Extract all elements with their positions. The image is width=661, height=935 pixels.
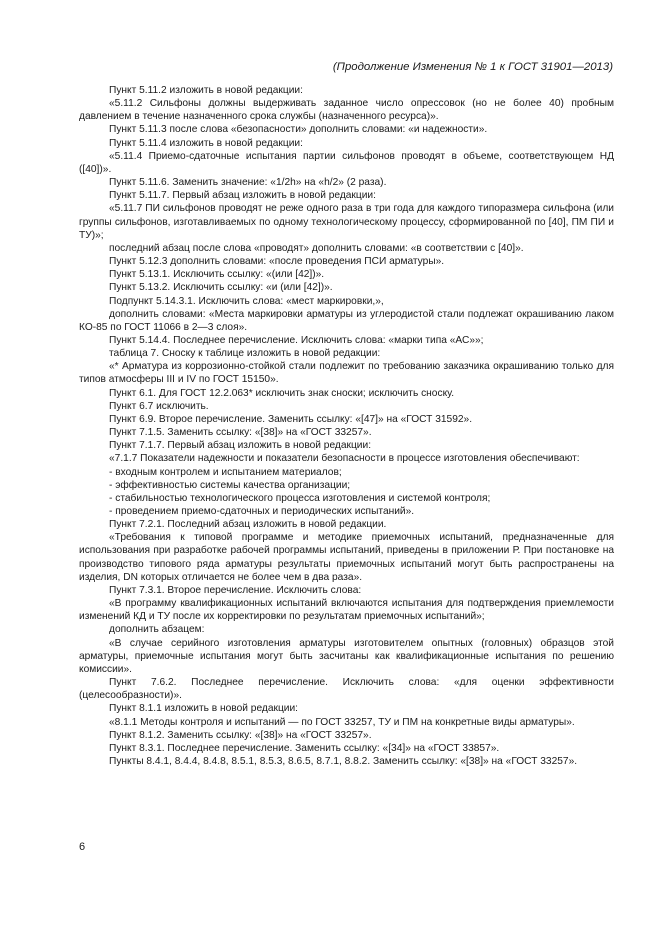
paragraph: Подпункт 5.14.3.1. Исключить слова: «мест маркировки,», xyxy=(109,295,384,307)
paragraph: дополнить абзацем: xyxy=(109,624,205,636)
paragraph: «В программу квалификационных испытаний включаются испытания для подтверждения приемлемости изменений КД и ТУ после их корректировки по результатам приемочных испытаний»; xyxy=(79,598,614,623)
paragraph: дополнить словами: «Места маркировки арматуры из углеродистой стали подлежат окрашиванию лаком КО-85 по ГОСТ 11066 в 2—3 слоя». xyxy=(79,308,614,333)
list-item: - проведением приемо-сдаточных и периодических испытаний». xyxy=(109,506,415,517)
paragraph: последний абзац после слова «проводят» дополнить словами: «в соответствии с [40]». xyxy=(109,242,524,254)
paragraph: Пункт 7.1.7. Первый абзац изложить в новой редакции: xyxy=(109,440,372,452)
paragraph: Пункт 7.1.5. Заменить ссылку: «[38]» на «ГОСТ 33257». xyxy=(109,427,372,439)
paragraph: Пункт 5.11.7. Первый абзац изложить в новой редакции: xyxy=(109,190,376,202)
paragraph: Пункт 5.12.3 дополнить словами: «после проведения ПСИ арматуры». xyxy=(109,256,445,268)
paragraph: Пункт 6.1. Для ГОСТ 12.2.063* исключить знак сноски; исключить сноску. xyxy=(109,387,455,399)
paragraph: «Требования к типовой программе и методике приемочных испытаний, предназначенные для использования при разработке рабочей программы испытаний, приведены в приложении Р. При постановке на производство типового ряда арматуры результаты приемочных испытаний могут быть распространены на изделия, DN которых отличается не более чем в два раза». xyxy=(79,532,614,583)
paragraph: Пункт 5.13.1. Исключить ссылку: «(или [42])». xyxy=(109,269,325,281)
paragraph: Пункт 7.3.1. Второе перечисление. Исключить слова: xyxy=(109,584,362,596)
paragraph: «5.11.2 Сильфоны должны выдерживать заданное число опрессовок (но не более 40) пробным давлением в течение назначенного срока службы (назначенного ресурса)». xyxy=(79,98,614,123)
page-number: 6 xyxy=(79,841,86,853)
list-item: - входным контролем и испытанием материалов; xyxy=(109,466,342,478)
paragraph: «5.11.4 Приемо-сдаточные испытания партии сильфонов проводят в объеме, соответствующем НД ([40])». xyxy=(79,150,614,175)
list-item: - стабильностью технологического процесса изготовления и системой контроля; xyxy=(109,492,491,504)
paragraph: Пункт 8.1.1 изложить в новой редакции: xyxy=(109,703,299,715)
paragraph: Пункты 8.4.1, 8.4.4, 8.4.8, 8.5.1, 8.5.3, 8.6.5, 8.7.1, 8.8.2. Заменить ссылку: «[38]» на «ГОСТ 33257». xyxy=(109,755,578,767)
page-header: (Продолжение Изменения № 1 к ГОСТ 31901—2013) xyxy=(332,61,613,73)
paragraph: «7.1.7 Показатели надежности и показатели безопасности в процессе изготовления обеспечивают: xyxy=(109,453,580,465)
paragraph: таблица 7. Сноску к таблице изложить в новой редакции: xyxy=(109,348,381,360)
paragraph: Пункт 5.11.3 после слова «безопасности» дополнить словами: «и надежности». xyxy=(109,124,488,136)
amendment-text xyxy=(79,84,614,768)
paragraph: Пункт 6.7 исключить. xyxy=(109,400,209,412)
paragraph: Пункт 8.3.1. Последнее перечисление. Заменить ссылку: «[34]» на «ГОСТ 33857». xyxy=(109,742,500,754)
paragraph: «5.11.7 ПИ сильфонов проводят не реже одного раза в три года для каждого типоразмера сильфона (или группы сильфонов, изготавливаемых по одному технологическому процессу, сформированной по [40], ПМ ПИ и ТУ)»; xyxy=(79,203,614,241)
paragraph: «8.1.1 Методы контроля и испытаний — по ГОСТ 33257, ТУ и ПМ на конкретные виды арматуры». xyxy=(109,716,575,728)
paragraph: Пункт 5.13.2. Исключить ссылку: «и (или [42])». xyxy=(109,282,333,294)
paragraph: Пункт 7.2.1. Последний абзац изложить в новой редакции. xyxy=(109,519,387,531)
paragraph: Пункт 8.1.2. Заменить ссылку: «[38]» на «ГОСТ 33257». xyxy=(109,729,372,741)
paragraph: Пункт 5.11.4 изложить в новой редакции: xyxy=(109,137,303,149)
list-item: - эффективностью системы качества организации; xyxy=(109,479,351,491)
paragraph: «В случае серийного изготовления арматуры изготовителем опытных (головных) образцов этой арматуры, приемочные испытания могут быть засчитаны как квалификационные испытания по решению комиссии». xyxy=(79,637,614,675)
paragraph: Пункт 6.9. Второе перечисление. Заменить ссылку: «[47]» на «ГОСТ 31592». xyxy=(109,413,473,425)
paragraph: Пункт 7.6.2. Последнее перечисление. Исключить слова: «для оценки эффективности (целесообразности)». xyxy=(79,677,614,702)
paragraph: Пункт 5.11.2 изложить в новой редакции: xyxy=(109,85,303,96)
paragraph: Пункт 5.11.6. Заменить значение: «1/2h» на «h/2» (2 раза). xyxy=(109,177,387,189)
paragraph: «* Арматура из коррозионно-стойкой стали подлежит по требованию заказчика окрашиванию только для типов атмосферы III и IV по ГОСТ 15150». xyxy=(79,361,614,386)
paragraph: Пункт 5.14.4. Последнее перечисление. Исключить слова: «марки типа «АС»»; xyxy=(109,334,484,346)
